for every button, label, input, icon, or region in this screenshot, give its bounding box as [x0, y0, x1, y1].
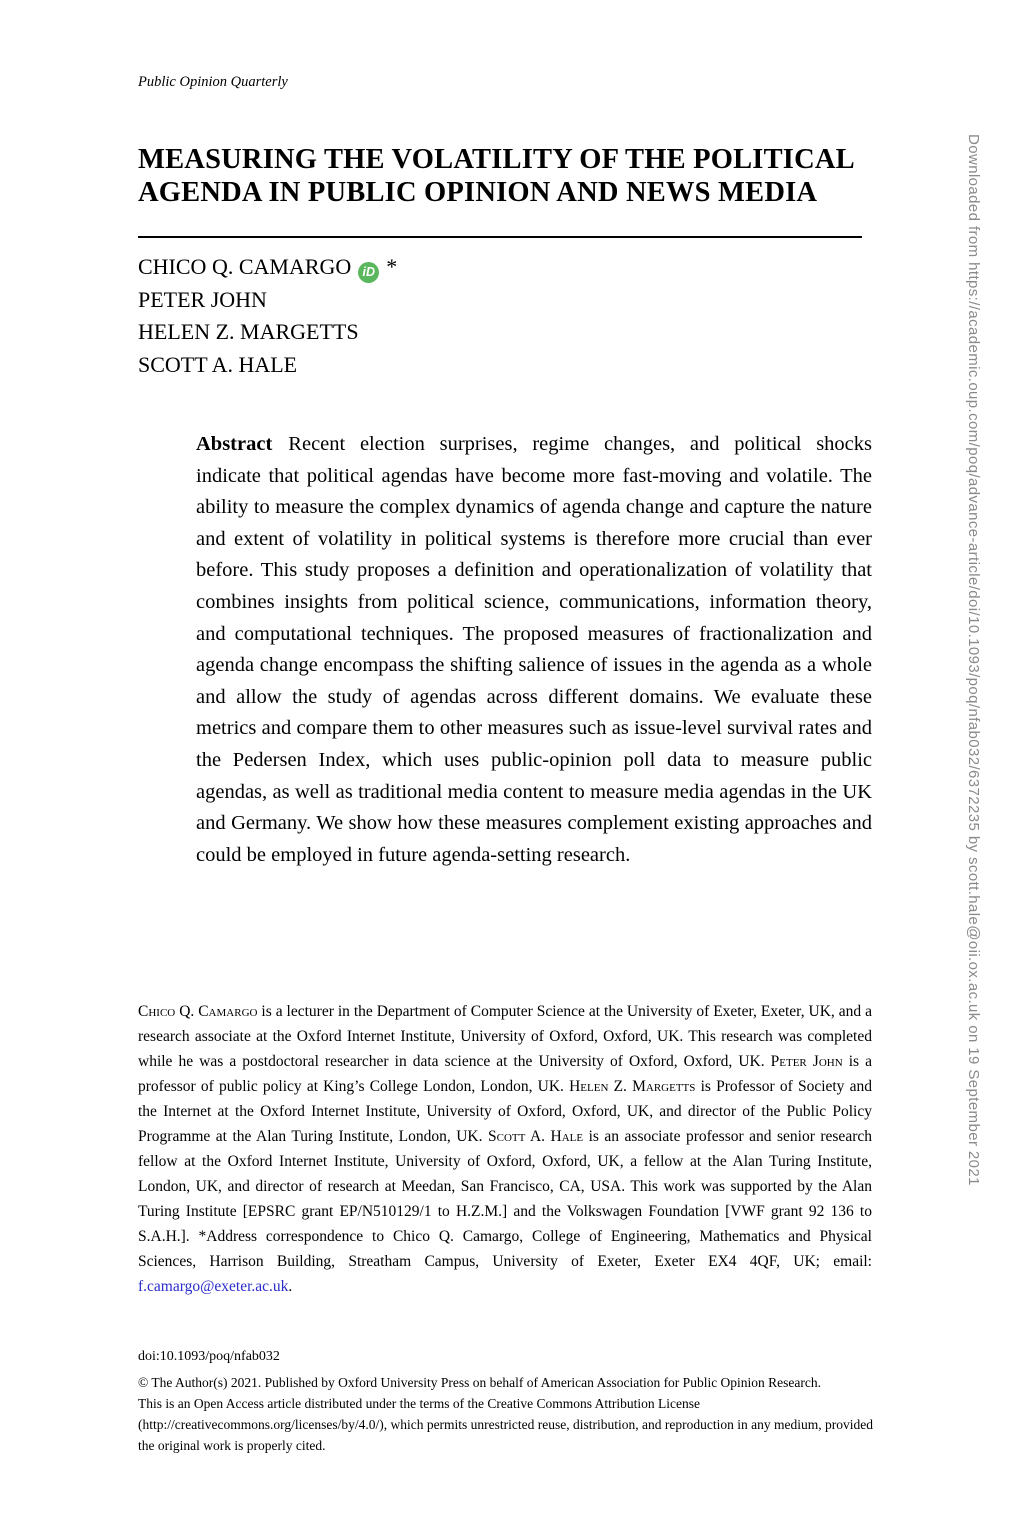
- smallcaps-name: Helen Z. Margetts: [569, 1078, 696, 1095]
- author-name-camargo: CHICO Q. CAMARGO: [138, 254, 352, 279]
- smallcaps-name: Chico Q. Camargo: [138, 1003, 258, 1020]
- doi-line: doi:10.1093/poq/nfab032: [138, 1349, 280, 1364]
- author-bio-footnote: [138, 999, 872, 1299]
- copyright-line-1: © The Author(s) 2021. Published by Oxford University Press on behalf of American Association for Public Opinion Research.: [138, 1375, 822, 1390]
- author-name-margetts: HELEN Z. MARGETTS: [138, 319, 359, 344]
- abstract-text: Recent election surprises, regime changes, and political shocks indicate that political agendas have become more fast-moving and volatile. The ability to measure the complex dynamics of agenda change and capture the nature and extent of volatility in political systems is therefore more crucial than ever before. This study proposes a definition and operationalization of volatility that combines insights from political science, communications, information theory, and computational techniques. The proposed measures of fractionalization and agenda change encompass the shifting salience of issues in the agenda as a whole and allow the study of agendas across different domains. We evaluate these metrics and compare them to other measures such as issue-level survival rates and the Pedersen Index, which uses public-opinion poll data to measure public agendas, as well as traditional media content to measure media agendas in the UK and Germany. We show how these measures complement existing approaches and could be employed in future agenda-setting research.: [196, 433, 872, 866]
- author-name-john: PETER JOHN: [138, 286, 267, 312]
- copyright-line-2: This is an Open Access article distributed under the terms of the Creative Commons Attribution License: [138, 1396, 700, 1411]
- corresponding-asterisk: *: [386, 254, 398, 279]
- author-list: [138, 251, 397, 381]
- journal-name: Public Opinion Quarterly: [138, 74, 288, 90]
- text-segment: .: [288, 1278, 293, 1295]
- author-line-2: [138, 284, 397, 317]
- orcid-icon[interactable]: iD: [358, 262, 379, 283]
- article-title: MEASURING THE VOLATILITY OF THE POLITICAL AGENDA IN PUBLIC OPINION AND NEWS MEDIA: [138, 144, 854, 208]
- author-line-4: [138, 349, 397, 382]
- copyright-line-3: (http://creativecommons.org/licenses/by/4.0/), which permits unrestricted reuse, distribution, and reproduction in any medium, provided the original work is properly cited.: [138, 1417, 873, 1453]
- text-segment: is an associate professor and senior research fellow at the Oxford Internet Institute, University of Oxford, Oxford, UK, a fellow at the Alan Turing Institute, London, UK, and director of research at Meedan, San Francisco, CA, USA. This work was supported by the Alan Turing Institute [EPSRC grant EP/N510129/1 to H.Z.M.] and the Volkswagen Foundation [VWF grant 92 136 to S.A.H.]. *Address correspondence to Chico Q. Camargo, College of Engineering, Mathematics and Physical Sciences, Harrison Building, Streatham Campus, University of Exeter, Exeter EX4 4QF, UK; email:: [138, 1128, 872, 1270]
- text-segment: is a lecturer in the Department of Computer Science at the University of Exeter, Exeter, UK, and a research associate at the Oxford Internet Institute, University of Oxford, Oxford, UK. This research was completed while he was a postdoctoral researcher in data science at the University of Oxford, Oxford, UK.: [138, 1003, 872, 1070]
- abstract: [196, 429, 872, 871]
- author-line-1: [138, 251, 397, 284]
- title-divider: [138, 236, 862, 238]
- author-name-hale: SCOTT A. HALE: [138, 351, 298, 377]
- author-line-3: [138, 316, 397, 349]
- smallcaps-name: Peter John: [770, 1053, 843, 1070]
- smallcaps-name: Scott A. Hale: [488, 1128, 584, 1145]
- text-segment: is Professor of Society and the Internet at the Oxford Internet Institute, University of Oxford, Oxford, UK, and director of the Public Policy Programme at the Alan Turing Institute, London, UK.: [138, 1078, 873, 1145]
- email-link[interactable]: f.camargo@exeter.ac.uk: [138, 1278, 289, 1295]
- copyright-block: [138, 1372, 886, 1456]
- download-watermark: Downloaded from https://academic.oup.com/poq/advance-article/doi/10.1093/poq/nfab032/6372235 by scott.hale@oii.ox.ac.uk on 19 September 2021: [965, 134, 982, 1186]
- abstract-label: Abstract: [196, 433, 273, 455]
- text-segment: is a professor of public policy at King’s College London, London, UK.: [138, 1053, 872, 1095]
